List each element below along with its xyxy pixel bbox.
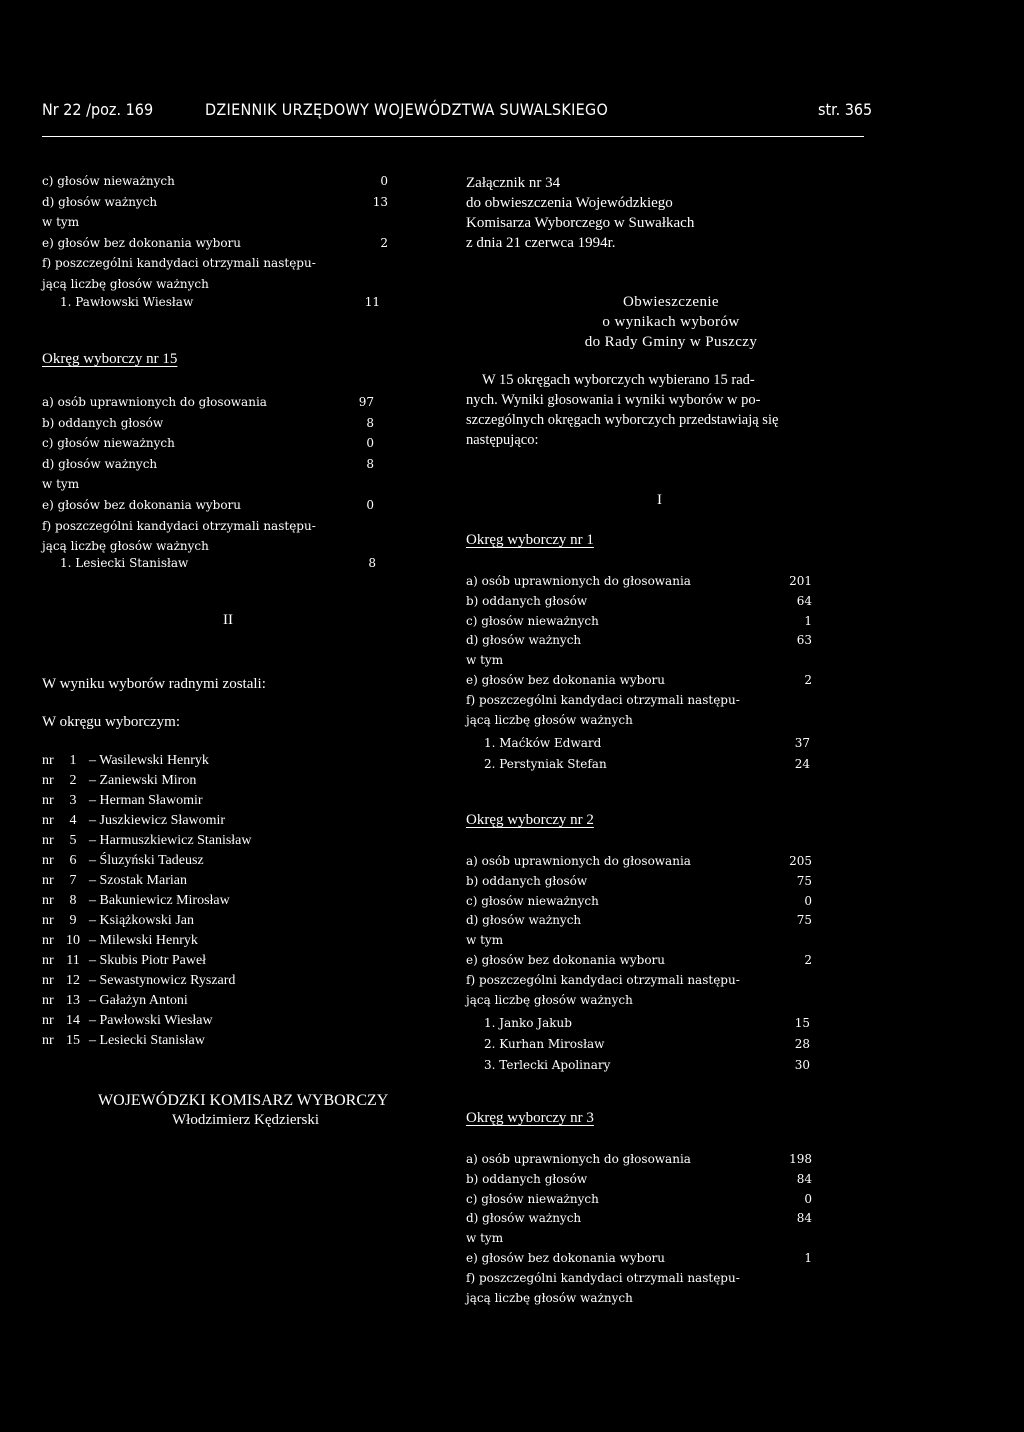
stat-label: f) poszczególni kandydaci otrzymali następu- <box>466 1270 740 1285</box>
nr-number: 4 <box>69 813 77 828</box>
nr-label: nr <box>42 813 54 828</box>
stat-label: f) poszczególni kandydaci otrzymali następu- <box>42 256 316 271</box>
journal-title: DZIENNIK URZĘDOWY WOJEWÓDZTWA SUWALSKIEGO <box>205 100 609 119</box>
stat-row <box>466 874 812 892</box>
stat-row <box>466 614 812 632</box>
elected-row <box>42 793 302 811</box>
nr-label: nr <box>42 753 54 768</box>
stat-label: c) głosów nieważnych <box>42 174 175 188</box>
stat-label: f) poszczególni kandydaci otrzymali następu- <box>466 692 740 707</box>
result-intro: W wyniku wyborów radnymi zostali: <box>42 676 266 692</box>
stat-value: 8 <box>366 456 374 471</box>
candidate-row <box>484 1058 810 1076</box>
candidate-label: 1. Pawłowski Wiesław <box>60 295 194 309</box>
elected-name: – Bakuniewicz Mirosław <box>89 893 230 908</box>
page-number: str. 365 <box>818 100 873 119</box>
stat-value: 198 <box>789 1152 812 1166</box>
nr-number: 10 <box>66 933 80 948</box>
candidate-votes: 24 <box>794 757 810 772</box>
elected-name: – Herman Sławomir <box>89 793 203 808</box>
stat-row <box>466 973 812 991</box>
stat-row <box>42 236 388 254</box>
stat-value: 2 <box>804 953 812 967</box>
stat-label: w tym <box>42 215 80 230</box>
stat-row <box>466 993 812 1011</box>
candidate-votes: 28 <box>794 1037 810 1052</box>
stat-label: d) głosów ważnych <box>466 1211 582 1226</box>
stat-row <box>466 1172 812 1190</box>
elected-name: – Pawłowski Wiesław <box>89 1013 213 1028</box>
stat-row <box>466 1251 812 1269</box>
elected-row <box>42 873 302 891</box>
stat-value: 75 <box>796 913 812 928</box>
notice-title-line: do Rady Gminy w Puszczy <box>584 334 758 350</box>
stat-label: d) głosów ważnych <box>466 913 582 928</box>
stat-label: c) głosów nieważnych <box>466 613 599 628</box>
nr-label: nr <box>42 1033 54 1048</box>
nr-label: nr <box>42 953 54 968</box>
stat-row <box>42 436 374 454</box>
candidate-votes: 8 <box>368 556 376 570</box>
stat-row <box>466 1291 812 1309</box>
nr-label: nr <box>42 913 54 928</box>
nr-label: nr <box>42 993 54 1008</box>
stat-row <box>466 913 812 931</box>
elected-row <box>42 773 302 791</box>
signature-title: WOJEWÓDZKI KOMISARZ WYBORCZY <box>98 1092 389 1109</box>
stat-row <box>466 953 812 971</box>
nr-label: nr <box>42 973 54 988</box>
attachment-line: do obwieszczenia Wojewódzkiego <box>466 195 673 211</box>
stat-value: 13 <box>372 194 388 209</box>
stat-label: f) poszczególni kandydaci otrzymali następu- <box>466 972 740 987</box>
stat-row <box>42 256 388 274</box>
attachment-line: z dnia 21 czerwca 1994r. <box>466 235 616 251</box>
stat-row <box>42 395 374 413</box>
elected-name: – Sewastynowicz Ryszard <box>89 973 236 988</box>
elected-name: – Książkowski Jan <box>89 913 194 928</box>
stat-row <box>466 1192 812 1210</box>
elected-name: – Szostak Marian <box>89 873 187 888</box>
nr-label: nr <box>42 773 54 788</box>
stat-label: w tym <box>466 933 504 948</box>
stat-label: w tym <box>42 477 80 492</box>
stat-row <box>466 1271 812 1289</box>
stat-label: jącą liczbę głosów ważnych <box>42 539 209 554</box>
candidate-label: 2. Perstyniak Stefan <box>484 757 607 772</box>
elected-name: – Juszkiewicz Sławomir <box>89 813 226 828</box>
stat-row <box>466 574 812 592</box>
nr-number: 7 <box>69 873 77 888</box>
stat-row <box>466 1231 812 1249</box>
stat-row <box>42 174 388 192</box>
candidate-votes: 11 <box>364 295 380 309</box>
stat-value: 0 <box>804 893 812 908</box>
candidate-votes: 15 <box>794 1016 810 1031</box>
stat-row <box>42 416 374 434</box>
nr-number: 8 <box>69 893 77 908</box>
nr-number: 14 <box>66 1013 80 1028</box>
stat-row <box>466 693 812 711</box>
candidate-label: 3. Terlecki Apolinary <box>484 1058 611 1073</box>
district-title: Okręg wyborczy nr 2 <box>466 812 594 828</box>
nr-number: 2 <box>69 773 77 788</box>
stat-label: b) oddanych głosów <box>466 873 588 888</box>
intro-line: następująco: <box>466 432 539 448</box>
stat-row <box>466 673 812 691</box>
district-title: Okręg wyborczy nr 3 <box>466 1110 594 1126</box>
stat-value: 84 <box>796 1211 812 1226</box>
stat-label: c) głosów nieważnych <box>466 1191 599 1206</box>
elected-row <box>42 1033 302 1051</box>
stat-value: 8 <box>366 415 374 430</box>
section-1-heading: I <box>657 492 662 508</box>
stat-label: b) oddanych głosów <box>42 415 164 430</box>
elected-row <box>42 953 302 971</box>
stat-value: 0 <box>366 498 374 512</box>
nr-label: nr <box>42 893 54 908</box>
stat-label: d) głosów ważnych <box>42 194 158 209</box>
elected-row <box>42 833 302 851</box>
stat-value: 84 <box>796 1171 812 1186</box>
nr-label: nr <box>42 853 54 868</box>
stat-value: 2 <box>804 673 812 687</box>
stat-row <box>42 477 374 495</box>
stat-row <box>42 277 388 295</box>
elected-name: – Milewski Henryk <box>89 933 198 948</box>
nr-number: 5 <box>69 833 77 848</box>
notice-title-line: Obwieszczenie <box>623 294 719 310</box>
stat-value: 63 <box>796 633 812 648</box>
elected-name: – Zaniewski Miron <box>89 773 197 788</box>
stat-row <box>466 1211 812 1229</box>
nr-number: 11 <box>66 953 80 968</box>
nr-number: 3 <box>69 793 77 808</box>
candidate-label: 1. Lesiecki Stanisław <box>60 556 189 570</box>
stat-label: jącą liczbę głosów ważnych <box>466 992 633 1007</box>
nr-label: nr <box>42 873 54 888</box>
elected-row <box>42 813 302 831</box>
stat-label: e) głosów bez dokonania wyboru <box>466 1251 666 1265</box>
stat-row <box>42 519 374 537</box>
signature-name: Włodzimierz Kędzierski <box>172 1112 320 1128</box>
elected-name: – Wasilewski Henryk <box>89 753 209 768</box>
stat-value: 205 <box>789 854 812 868</box>
stat-value: 75 <box>796 873 812 888</box>
stat-label: b) oddanych głosów <box>466 1171 588 1186</box>
elected-name: – Skubis Piotr Paweł <box>89 953 207 968</box>
stat-label: d) głosów ważnych <box>42 456 158 471</box>
candidate-row <box>484 736 810 754</box>
nr-number: 15 <box>66 1033 80 1048</box>
candidate-label: 2. Kurhan Mirosław <box>484 1037 605 1052</box>
nr-number: 9 <box>69 913 77 928</box>
elected-name: – Gałażyn Antoni <box>89 993 188 1008</box>
stat-label: e) głosów bez dokonania wyboru <box>466 953 666 967</box>
section-2-heading: II <box>223 612 233 628</box>
stat-row <box>466 594 812 612</box>
notice-title-line: o wynikach wyborów <box>602 314 740 330</box>
stat-label: a) osób uprawnionych do głosowania <box>466 574 691 588</box>
stat-label: e) głosów bez dokonania wyboru <box>42 498 242 512</box>
nr-label: nr <box>42 833 54 848</box>
stat-value: 0 <box>366 436 374 451</box>
stat-label: e) głosów bez dokonania wyboru <box>466 673 666 687</box>
stat-label: jącą liczbę głosów ważnych <box>466 1290 633 1305</box>
stat-row <box>42 195 388 213</box>
stat-row <box>42 539 374 557</box>
stat-label: b) oddanych głosów <box>466 593 588 608</box>
nr-label: nr <box>42 793 54 808</box>
nr-label: nr <box>42 1013 54 1028</box>
nr-number: 6 <box>69 853 77 868</box>
intro-line: szczególnych okręgach wyborczych przedstawiają się <box>466 412 779 428</box>
candidate-row <box>484 757 810 775</box>
elected-row <box>42 853 302 871</box>
stat-row <box>42 215 388 233</box>
stat-value: 0 <box>380 174 388 188</box>
elected-name: – Lesiecki Stanisław <box>89 1033 205 1048</box>
elected-row <box>42 973 302 991</box>
stat-label: w tym <box>466 1231 504 1246</box>
stat-row <box>42 498 374 516</box>
candidate-votes: 30 <box>794 1058 810 1073</box>
elected-name: – Harmuszkiewicz Stanisław <box>89 833 252 848</box>
elected-row <box>42 1013 302 1031</box>
stat-value: 1 <box>804 1251 812 1265</box>
elected-row <box>42 913 302 931</box>
stat-row <box>466 894 812 912</box>
nr-number: 13 <box>66 993 80 1008</box>
stat-label: c) głosów nieważnych <box>466 893 599 908</box>
stat-label: e) głosów bez dokonania wyboru <box>42 235 242 250</box>
stat-value: 64 <box>796 593 812 608</box>
candidate-votes: 37 <box>794 736 810 751</box>
stat-label: c) głosów nieważnych <box>42 436 175 451</box>
elected-row <box>42 753 302 771</box>
nr-number: 1 <box>69 753 77 768</box>
stat-value: 97 <box>358 395 374 409</box>
stat-label: jącą liczbę głosów ważnych <box>466 712 633 727</box>
stat-row <box>466 653 812 671</box>
issue-number: Nr 22 /poz. 169 <box>42 100 154 119</box>
stat-label: a) osób uprawnionych do głosowania <box>42 395 267 409</box>
stat-row <box>42 457 374 475</box>
stat-label: w tym <box>466 653 504 668</box>
attachment-line: Komisarza Wyborczego w Suwałkach <box>466 215 695 231</box>
candidate-row <box>484 1037 810 1055</box>
stat-row <box>466 854 812 872</box>
stat-value: 0 <box>804 1191 812 1206</box>
elected-row <box>42 893 302 911</box>
stat-label: a) osób uprawnionych do głosowania <box>466 854 691 868</box>
elected-name: – Śluzyński Tadeusz <box>89 853 204 868</box>
attachment-line: Załącznik nr 34 <box>466 175 561 191</box>
intro-line: W 15 okręgach wyborczych wybierano 15 rad- <box>482 372 755 388</box>
stat-value: 1 <box>804 613 812 628</box>
left-top-candidate <box>60 295 380 313</box>
candidate-row <box>484 1016 810 1034</box>
stat-label: d) głosów ważnych <box>466 633 582 648</box>
stat-value: 2 <box>380 235 388 250</box>
stat-row <box>466 933 812 951</box>
district-title: Okręg wyborczy nr 1 <box>466 532 594 548</box>
header-rule <box>42 136 864 137</box>
elected-row <box>42 993 302 1011</box>
stat-label: a) osób uprawnionych do głosowania <box>466 1152 691 1166</box>
stat-value: 201 <box>789 574 812 588</box>
stat-row <box>466 633 812 651</box>
district-15-candidate <box>60 556 376 574</box>
stat-row <box>466 1152 812 1170</box>
stat-label: f) poszczególni kandydaci otrzymali następu- <box>42 518 316 533</box>
intro-line: nych. Wyniki głosowania i wyniki wyborów w po- <box>466 392 761 408</box>
stat-label: jącą liczbę głosów ważnych <box>42 277 209 291</box>
stat-row <box>466 713 812 731</box>
district-15-title: Okręg wyborczy nr 15 <box>42 351 178 367</box>
elected-row <box>42 933 302 951</box>
nr-label: nr <box>42 933 54 948</box>
nr-number: 12 <box>66 973 80 988</box>
candidate-label: 1. Janko Jakub <box>484 1016 572 1031</box>
candidate-label: 1. Maćków Edward <box>484 736 602 751</box>
district-intro: W okręgu wyborczym: <box>42 714 181 730</box>
